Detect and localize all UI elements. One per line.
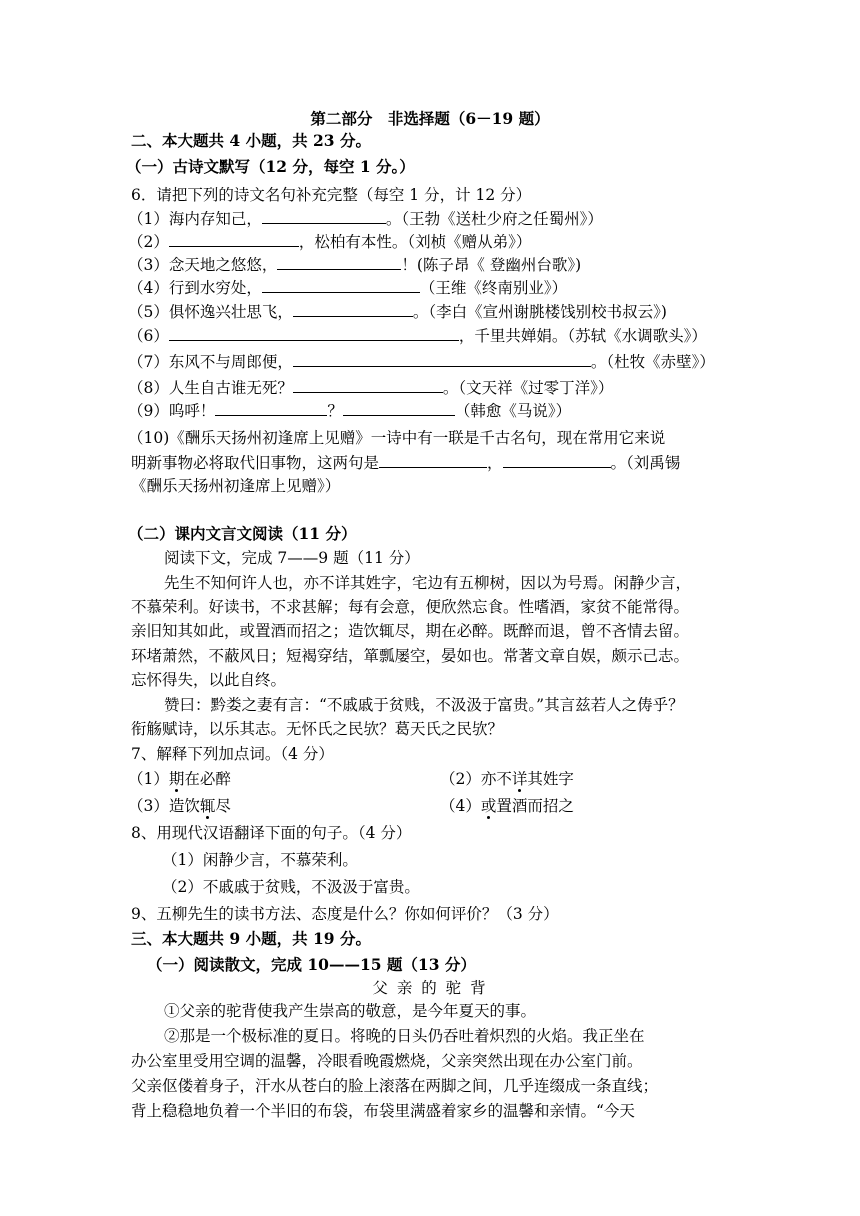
q7-item-3-pre: （3）造饮 xyxy=(128,797,200,815)
q6-item-4-text: （4）行到水穷处， xyxy=(128,279,262,297)
q6-item-9-text: （9）呜呼！ xyxy=(128,402,216,420)
section-3-subsection-1: （一）阅读散文，完成 10——15 题（13 分） xyxy=(147,955,476,974)
q7-item-1 xyxy=(128,768,231,790)
q7-item-4-post: 置酒而招之 xyxy=(496,797,574,815)
essay-line: ②那是一个极标准的夏日。将晚的日头仍吞吐着炽烈的火焰。我正坐在 xyxy=(164,1027,645,1045)
q6-item-1-text: （1）海内存知己， xyxy=(128,210,262,228)
q8-sentence-2: （2）不戚戚于贫贱，不汲汲于富贵。 xyxy=(162,878,420,896)
q7-item-3 xyxy=(128,795,231,817)
dotted-word: 详 xyxy=(511,770,528,788)
q6-item-10-text: 明新事物必将取代旧事物，这两句是 xyxy=(131,454,380,472)
question-7-stem: 7、解释下列加点词。（4 分） xyxy=(131,745,334,763)
q6-item-9-source: （韩愈《马说》） xyxy=(454,402,572,420)
question-6-stem: 6．请把下列的诗文名句补充完整（每空 1 分，计 12 分） xyxy=(131,186,532,204)
answer-blank[interactable] xyxy=(169,324,459,341)
answer-blank[interactable] xyxy=(379,451,487,468)
part-title: 第二部分 非选择题（6－19 题） xyxy=(310,109,550,128)
subsection-2-title: （二）课内文言文阅读（11 分） xyxy=(128,524,357,543)
passage-line: 衔觞赋诗，以乐其志。无怀氏之民欤？葛天氏之民欤？ xyxy=(131,720,504,738)
q6-item-2 xyxy=(128,230,531,253)
q6-item-3 xyxy=(128,253,581,276)
essay-line: 背上稳稳地负着一个半旧的布袋，布袋里满盛着家乡的温馨和亲情。“今天 xyxy=(131,1102,635,1120)
answer-blank[interactable] xyxy=(215,399,327,416)
answer-blank[interactable] xyxy=(503,451,611,468)
q6-item-10-line-3: 《酬乐天扬州初逢席上见赠》） xyxy=(131,477,341,495)
q6-item-10-line-2 xyxy=(131,451,680,474)
essay-line: 办公室里受用空调的温馨，冷眼看晚霞燃烧，父亲突然出现在办公室门前。 xyxy=(131,1052,643,1070)
q6-item-4-source: （王维《终南别业》） xyxy=(419,279,568,297)
dotted-word: 期 xyxy=(168,770,185,788)
q6-item-9 xyxy=(128,399,571,422)
section-3-title: 三、本大题共 9 小题，共 19 分。 xyxy=(131,929,371,948)
q6-item-6 xyxy=(128,324,707,347)
q8-sentence-1: （1）闲静少言，不慕荣利。 xyxy=(162,851,358,869)
question-8-stem: 8、用现代汉语翻译下面的句子。（4 分） xyxy=(131,824,412,842)
q6-item-10-comma: ， xyxy=(487,454,503,472)
dotted-word: 辄 xyxy=(199,797,216,815)
q7-item-3-post: 尽 xyxy=(215,797,231,815)
q6-item-4 xyxy=(128,276,567,299)
q7-item-4 xyxy=(440,795,574,817)
q7-item-2-pre: （2）亦不 xyxy=(440,770,512,788)
q7-item-1-post: 在必醉 xyxy=(184,770,231,788)
q6-item-3-text: （3）念天地之悠悠， xyxy=(128,256,278,274)
q6-item-1-source: 。（王勃《送杜少府之任蜀州》） xyxy=(385,210,603,228)
q6-item-6-source: ，千里共婵娟。（苏轼《水调歌头》） xyxy=(458,327,707,345)
q6-item-7-source: 。（杜牧《赤壁》） xyxy=(590,353,715,371)
q6-item-5-text: （5）俱怀逸兴壮思飞， xyxy=(128,303,293,321)
essay-line: ①父亲的驼背使我产生崇高的敬意，是今年夏天的事。 xyxy=(164,1002,537,1020)
passage-line: 赞曰：黔娄之妻有言：“不戚戚于贫贱，不汲汲于富贵。”其言兹若人之俦乎？ xyxy=(164,696,684,714)
q6-item-10-source: 。（刘禹锡 xyxy=(610,454,681,472)
passage-line: 忘怀得失，以此自终。 xyxy=(131,671,287,689)
q6-item-3-source: ！(陈子昂《 登幽州台歌》) xyxy=(401,256,582,274)
q6-item-2-source: ，松柏有本性。（刘桢《赠从弟》） xyxy=(298,233,532,251)
q6-item-6-text: （6） xyxy=(128,327,169,345)
answer-blank[interactable] xyxy=(293,350,591,367)
essay-line: 父亲伛偻着身子，汗水从苍白的脸上滚落在两脚之间，几乎连缀成一条直线； xyxy=(131,1077,659,1095)
q6-item-5-source: 。（李白《宣州谢朓楼饯别校书叔云》) xyxy=(412,303,667,321)
q6-item-8 xyxy=(128,376,613,399)
subsection-1-title: （一）古诗文默写（12 分，每空 1 分。） xyxy=(126,157,415,176)
passage-line: 不慕荣利。好读书，不求甚解；每有会意，便欣然忘食。性嗜酒，家贫不能常得。 xyxy=(131,598,690,616)
q6-item-10-line-1: （10)《酬乐天扬州初逢席上见赠》一诗中有一联是千古名句，现在常用它来说 xyxy=(128,429,666,447)
answer-blank[interactable] xyxy=(343,399,455,416)
q7-item-4-pre: （4） xyxy=(440,797,481,815)
q7-item-2-post: 其姓字 xyxy=(527,770,574,788)
passage-line: 亲旧知其如此，或置酒而招之；造饮辄尽，期在必醉。既醉而退，曾不吝情去留。 xyxy=(131,622,690,640)
reading-instruction: 阅读下文，完成 7——9 题（11 分） xyxy=(164,549,420,567)
q7-item-2 xyxy=(440,768,574,790)
q6-item-8-text: （8）人生自古谁无死？ xyxy=(128,379,293,397)
answer-blank[interactable] xyxy=(293,300,413,317)
q6-item-8-source: 。（文天祥《过零丁洋》） xyxy=(442,379,614,397)
question-9: 9、五柳先生的读书方法、态度是什么？你如何评价？（3 分） xyxy=(131,905,559,923)
answer-blank[interactable] xyxy=(262,207,386,224)
answer-blank[interactable] xyxy=(293,376,443,393)
answer-blank[interactable] xyxy=(277,253,401,270)
answer-blank[interactable] xyxy=(262,276,420,293)
q6-item-7-text: （7）东风不与周郎便， xyxy=(128,353,293,371)
passage-line: 先生不知何许人也，亦不详其姓字，宅边有五柳树，因以为号焉。闲静少言， xyxy=(164,574,692,592)
passage-line: 环堵萧然，不蔽风日；短褐穿结，箪瓢屡空，晏如也。常著文章自娱，颇示己志。 xyxy=(131,647,690,665)
answer-blank[interactable] xyxy=(169,230,299,247)
q6-item-5 xyxy=(128,300,667,323)
dotted-word: 或 xyxy=(480,797,497,815)
q6-item-1 xyxy=(128,207,603,230)
section-2-title: 二、本大题共 4 小题，共 23 分。 xyxy=(131,131,371,150)
q6-item-7 xyxy=(128,350,715,373)
q7-item-1-pre: （1） xyxy=(128,770,169,788)
essay-title: 父 亲 的 驼 背 xyxy=(372,979,488,997)
q6-item-9-mark: ？ xyxy=(327,402,343,420)
q6-item-2-text: （2） xyxy=(128,233,169,251)
